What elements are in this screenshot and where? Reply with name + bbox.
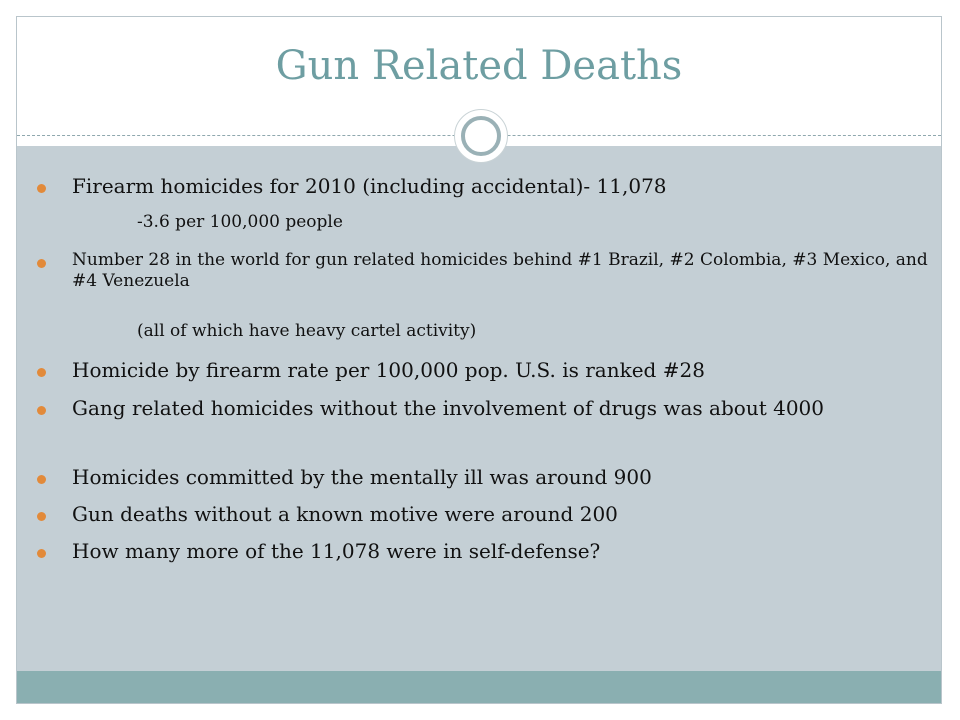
bullet-item: Gun deaths without a known motive were around 200 bbox=[72, 502, 618, 526]
bullet-dot bbox=[37, 406, 46, 415]
bullet-subline: (all of which have heavy cartel activity) bbox=[137, 321, 477, 341]
slide-title: Gun Related Deaths bbox=[275, 43, 683, 89]
bullet-item: How many more of the 11,078 were in self-defense? bbox=[72, 539, 601, 563]
content-area bbox=[17, 146, 941, 671]
bullet-dot bbox=[37, 549, 46, 558]
footer-band bbox=[17, 671, 941, 704]
bullet-subline: -3.6 per 100,000 people bbox=[137, 212, 343, 232]
bullet-dot bbox=[37, 184, 46, 193]
bullet-dot bbox=[37, 475, 46, 484]
bullet-item: Number 28 in the world for gun related homicides behind #1 Brazil, #2 Colombia, #3 Mexico, and #4 Venezuela bbox=[72, 250, 928, 291]
circle-ornament-inner bbox=[461, 116, 501, 156]
bullet-item: Firearm homicides for 2010 (including accidental)- 11,078 bbox=[72, 174, 667, 198]
bullet-item: Homicides committed by the mentally ill was around 900 bbox=[72, 465, 652, 489]
bullet-dot bbox=[37, 259, 46, 268]
circle-ornament-icon bbox=[454, 109, 508, 163]
bullet-item: Gang related homicides without the involvement of drugs was about 4000 bbox=[72, 396, 824, 420]
bullet-item: Homicide by firearm rate per 100,000 pop. U.S. is ranked #28 bbox=[72, 358, 705, 382]
slide-frame bbox=[16, 16, 942, 704]
bullet-dot bbox=[37, 368, 46, 377]
bullet-dot bbox=[37, 512, 46, 521]
